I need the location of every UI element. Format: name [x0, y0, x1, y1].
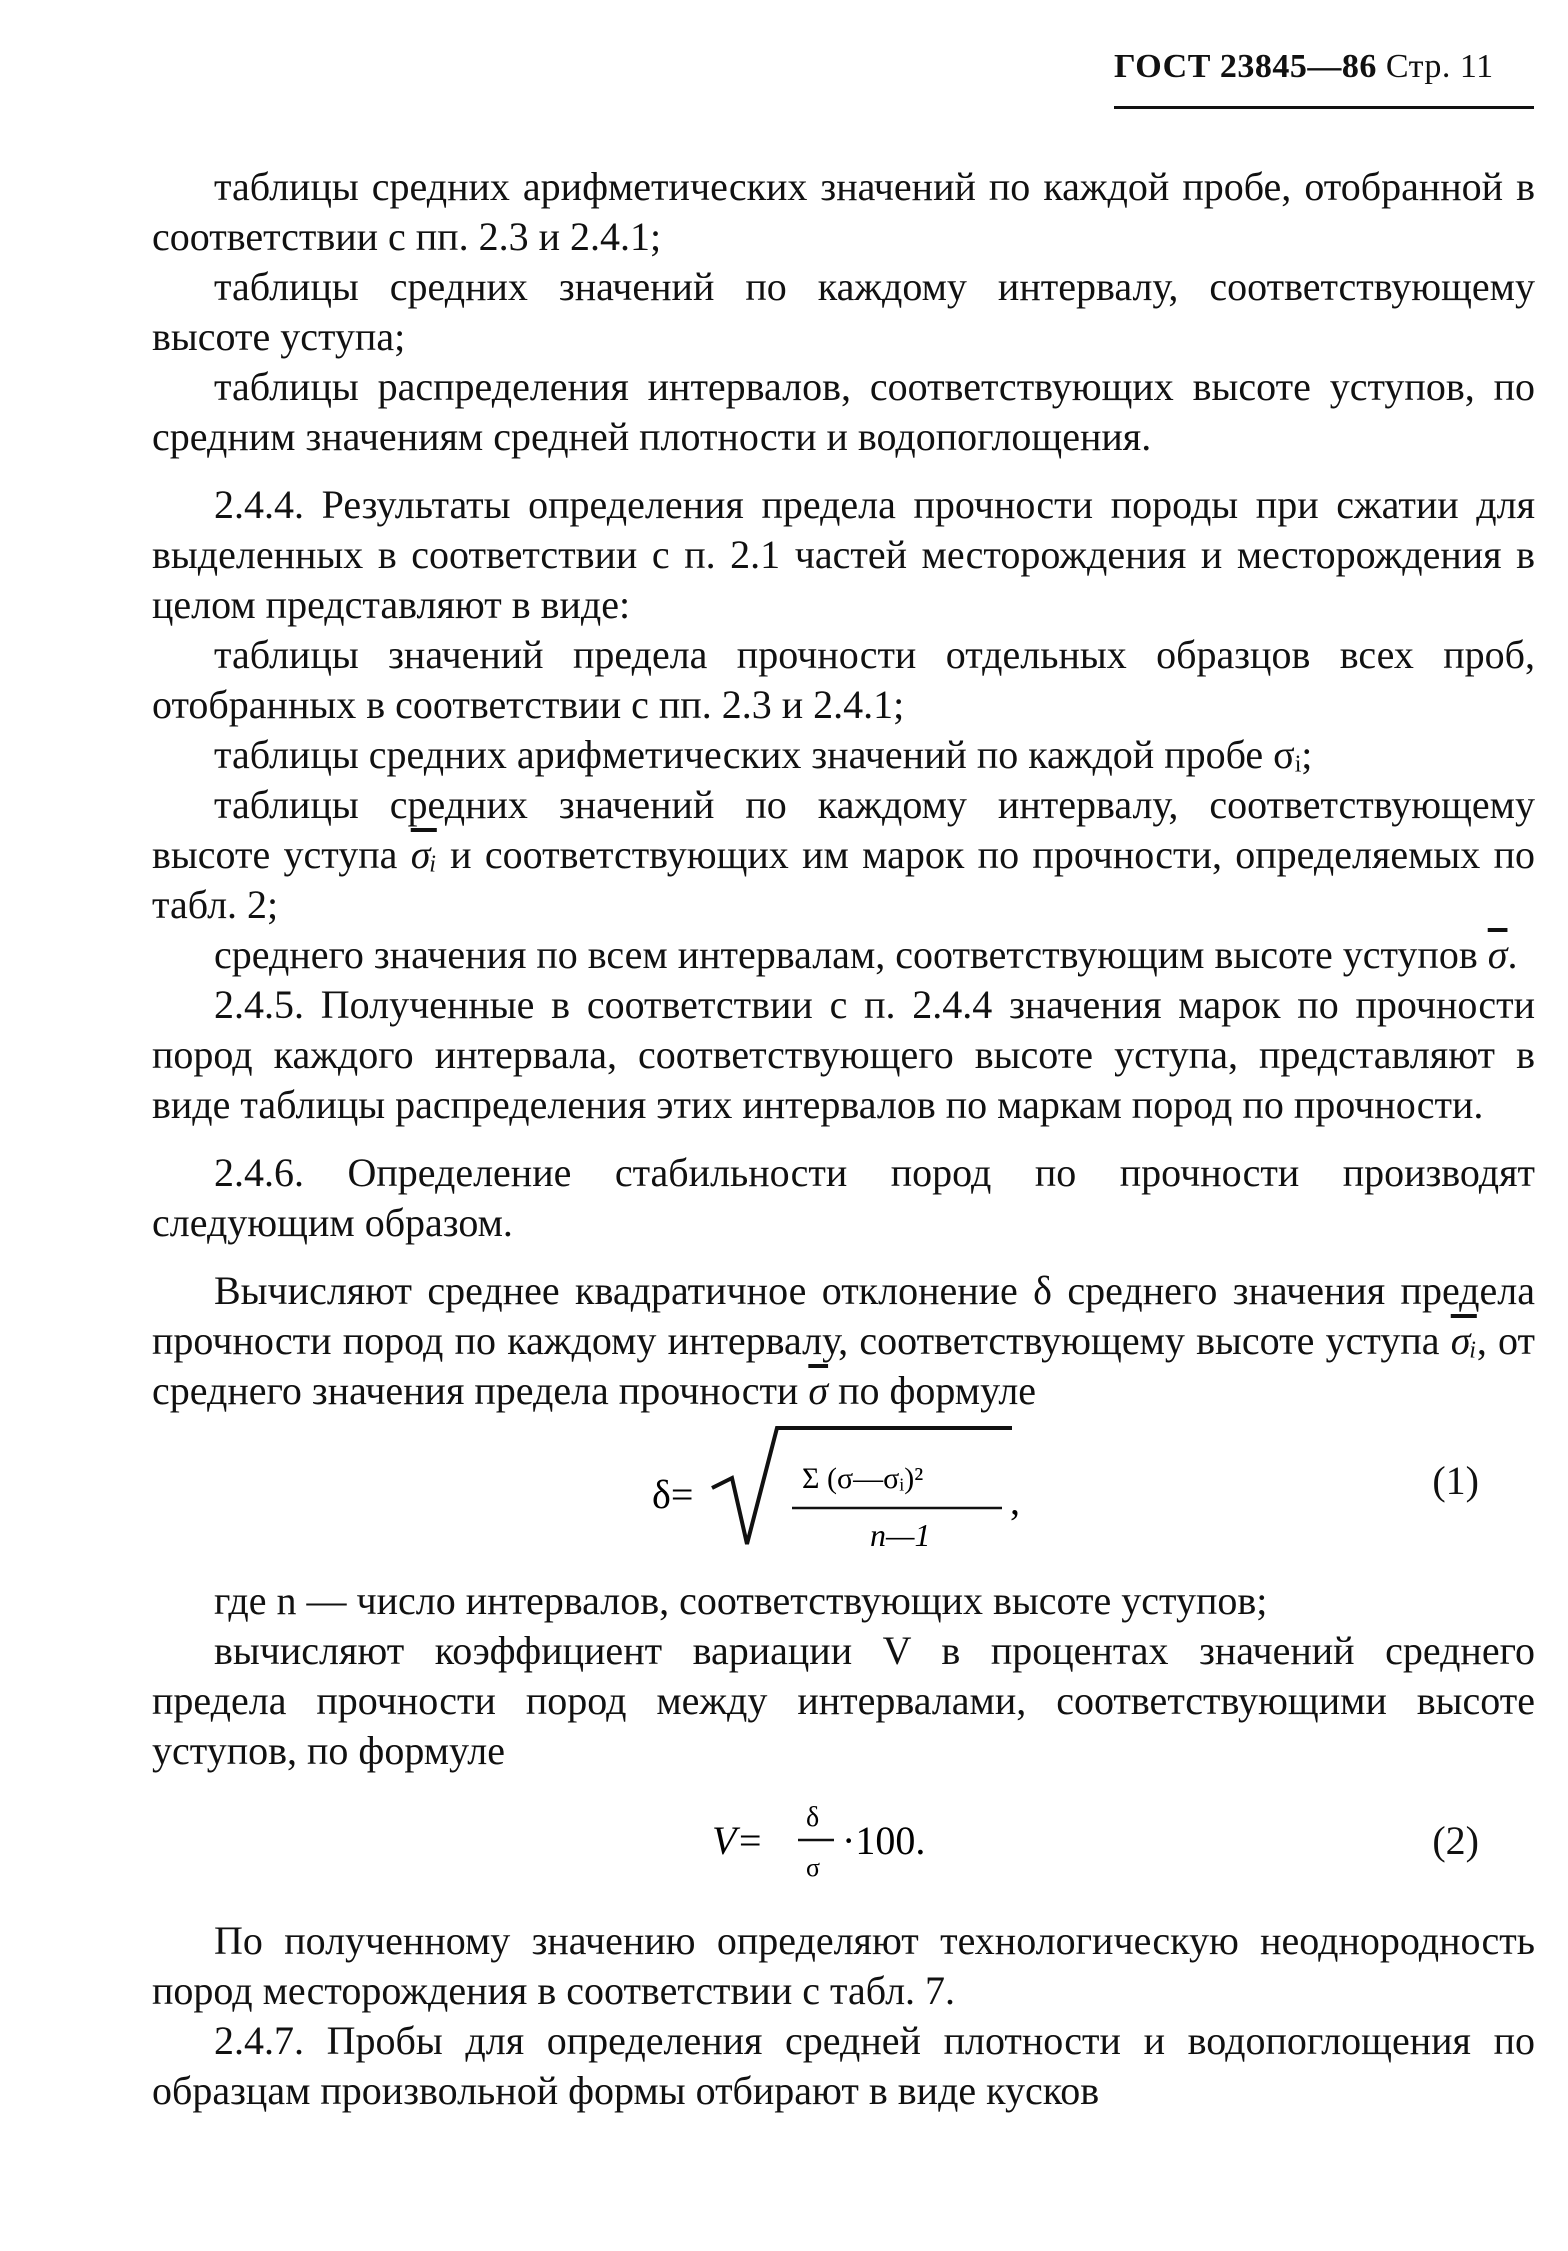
standard-number: ГОСТ 23845—86: [1114, 48, 1377, 85]
formula-1: [152, 1416, 1535, 1576]
formula-lhs: δ=: [652, 1472, 694, 1517]
paragraph: 2.4.7. Пробы для определения средней плотности и водопоглощения по образцам произвольной формы отбирают в виде кусков: [152, 2018, 1535, 2113]
paragraph: 2.4.6. Определение стабильности пород по прочности производят следующим образом.: [152, 1150, 1535, 1245]
paragraph: [152, 930, 1535, 980]
formula-2: [152, 1776, 1535, 1916]
formula-numerator: δ: [806, 1802, 820, 1833]
text-run: .: [1507, 932, 1518, 977]
formula-trail: ,: [1010, 1478, 1020, 1523]
paragraph: вычисляют коэффициент вариации V в процентах значений среднего предела прочности пород между интервалами, соответствующими высоте уступов, по формуле: [152, 1628, 1535, 1773]
paragraph: таблицы средних арифметических значений по каждой пробе, отобранной в соответствии с пп. 2.3 и 2.4.1;: [152, 164, 1535, 259]
sigma-i-symbol: $\overline{\sigma ᵢ}$: [1450, 1318, 1477, 1363]
formula-1-graphic: [152, 1416, 1535, 1576]
text-run: по формуле: [838, 1368, 1037, 1413]
paragraph: По полученному значению определяют технологическую неоднородность пород месторождения в соответствии с табл. 7.: [152, 1918, 1535, 2013]
sigma-symbol: $\overline{\sigma}$: [808, 1368, 829, 1413]
text-run: , от среднего значения предела прочности: [152, 1318, 1536, 1413]
document-body: [152, 162, 1535, 2116]
paragraph: таблицы значений предела прочности отдельных образцов всех проб, отобранных в соответствии с пп. 2.3 и 2.4.1;: [152, 632, 1535, 727]
paragraph: где n — число интервалов, соответствующих высоте уступов;: [214, 1578, 1268, 1623]
formula-lhs: V=: [712, 1818, 764, 1863]
sigma-symbol: $\overline{\sigma}$: [1487, 932, 1508, 977]
paragraph: [152, 780, 1535, 930]
formula-numerator: Σ (σ—σᵢ)²: [802, 1462, 924, 1495]
text-run: Вычисляют среднее квадратичное отклонение δ среднего значения предела прочности пород по каждому интервалу, соответствующему высоте уступа: [152, 1268, 1535, 1363]
formula-denominator: σ: [806, 1853, 821, 1882]
formula-1-label: (1): [1432, 1458, 1479, 1503]
sigma-i-symbol: $\overline{\sigma ᵢ}$: [410, 832, 437, 877]
paragraph: [152, 1266, 1535, 1416]
paragraph: таблицы распределения интервалов, соответствующих высоте уступов, по средним значениям средней плотности и водопоглощения.: [152, 364, 1535, 459]
page-header: [1114, 48, 1534, 109]
paragraph: 2.4.4. Результаты определения предела прочности породы при сжатии для выделенных в соответствии с п. 2.1 частей месторождения и месторождения в целом представляют в виде:: [152, 482, 1535, 627]
formula-rhs: ·100.: [842, 1818, 926, 1863]
paragraph: 2.4.5. Полученные в соответствии с п. 2.4.4 значения марок по прочности пород каждого интервала, соответствующего высоте уступа, представляют в виде таблицы распределения этих интервалов по маркам пород по прочности.: [152, 982, 1535, 1127]
text-run: таблицы средних значений по каждому интервалу, соответствующему высоте уступа: [152, 782, 1535, 877]
text-run: и соответствующих им марок по прочности, определяемых по табл. 2;: [152, 832, 1536, 927]
page-number: Стр. 11: [1385, 48, 1494, 85]
paragraph: таблицы средних арифметических значений по каждой пробе σᵢ;: [214, 732, 1313, 777]
formula-2-graphic: [152, 1776, 1535, 1916]
formula-denominator: n—1: [870, 1517, 931, 1553]
formula-2-label: (2): [1432, 1818, 1479, 1863]
paragraph: таблицы средних значений по каждому интервалу, соответствующему высоте уступа;: [152, 264, 1535, 359]
text-run: среднего значения по всем интервалам, соответствующим высоте уступов: [214, 932, 1478, 977]
